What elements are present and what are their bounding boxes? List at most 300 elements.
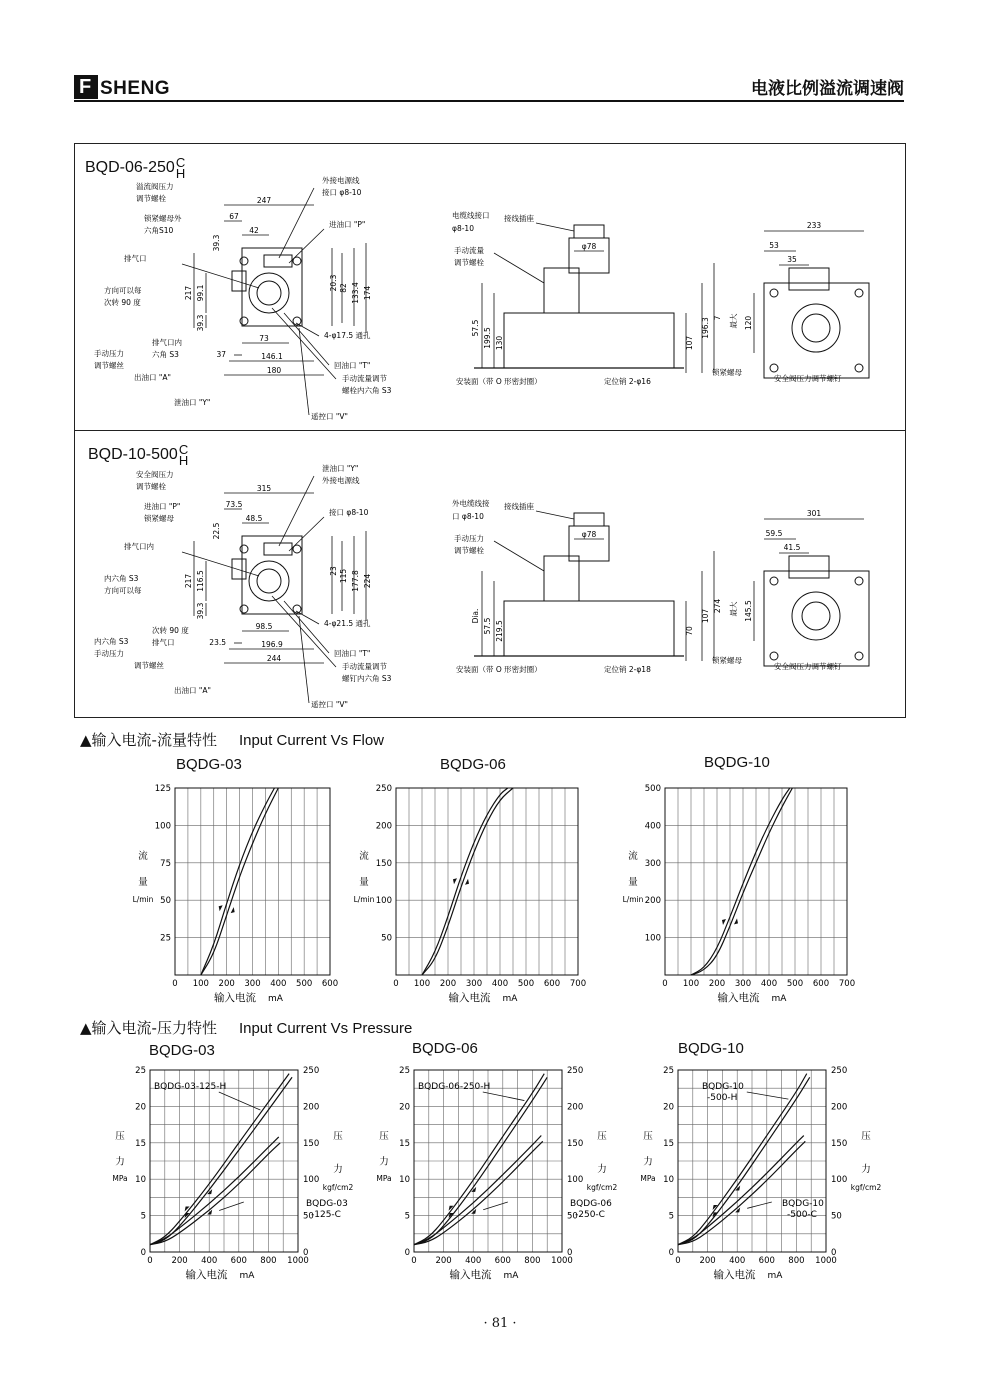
- y-tick-label: 15: [663, 1138, 674, 1149]
- flow-title-cn: ▲输入电流-流量特性: [80, 731, 217, 749]
- top-view-port-inner: [802, 314, 830, 342]
- x-tick-label: 400: [270, 979, 287, 989]
- series-label: -500-H: [707, 1093, 738, 1103]
- side-view-body: [504, 601, 674, 656]
- pressure-chart-title-03: BQDG-03: [149, 1042, 215, 1059]
- label-leader: [747, 1092, 789, 1099]
- y2-tick-label: 50: [567, 1211, 578, 1222]
- x-tick-label: 800: [260, 1256, 277, 1266]
- y-axis-label-char: 流: [628, 851, 638, 863]
- dim-text: 233: [806, 221, 822, 230]
- arrow-up-mark: [231, 907, 235, 913]
- front-view-terminal: [264, 543, 292, 555]
- top-view-solenoid: [789, 268, 829, 290]
- model-10-suffix-c: C: [178, 442, 189, 457]
- series-label: BQDG-10: [782, 1199, 824, 1209]
- y2-tick-label: 150: [567, 1138, 584, 1149]
- callout-label: 接线插座: [504, 214, 534, 223]
- y-tick-label: 500: [644, 784, 661, 794]
- x-tick-label: 400: [465, 1256, 482, 1266]
- y-axis-unit: MPa: [112, 1174, 128, 1184]
- dim-text: 最大: [729, 313, 738, 329]
- brand-name: SHENG: [100, 78, 171, 99]
- pressure-chart-bqdg-06: [370, 1060, 618, 1290]
- model-06-suffix-h: H: [175, 166, 186, 181]
- side-view-solenoid: [544, 556, 579, 601]
- x-axis-label: 输入电流 mA: [717, 992, 787, 1004]
- page-title: 电液比例溢流调速阀: [751, 79, 904, 99]
- label-leader: [219, 1202, 244, 1211]
- y2-axis-unit: kgf/cm2: [586, 1183, 618, 1193]
- callout-label: 调节螺栓: [136, 482, 166, 491]
- dim-text: 23.5: [209, 638, 226, 647]
- label-leader: [483, 1202, 508, 1210]
- x-tick-label: 200: [699, 1256, 716, 1266]
- y-tick-label: 200: [375, 821, 392, 832]
- side-view-connector: [574, 513, 604, 526]
- y-axis-label-char: 量: [138, 877, 148, 889]
- front-view-port-circle: [249, 561, 289, 601]
- leader-line: [182, 264, 259, 288]
- y-tick-label: 0: [404, 1248, 410, 1258]
- series-line: [678, 1136, 804, 1245]
- y-tick-label: 100: [375, 896, 392, 907]
- callout-label: 调节螺栓: [454, 546, 484, 555]
- dim-text: 120: [744, 315, 753, 331]
- callout-label: 出油口 "A": [134, 373, 171, 382]
- y-tick-label: 0: [140, 1248, 146, 1258]
- leader-line: [536, 223, 574, 231]
- y-tick-label: 5: [668, 1211, 674, 1222]
- model-06-name: BQD-06-250: [85, 159, 175, 177]
- x-tick-label: 800: [524, 1256, 541, 1266]
- y-axis-label-char: 流: [138, 851, 148, 863]
- dim-text: 20.3: [329, 274, 338, 292]
- dim-text: 145.5: [744, 600, 753, 622]
- y2-tick-label: 50: [303, 1211, 314, 1222]
- series-label: -250-C: [575, 1210, 605, 1220]
- callout-label: 内六角 S3: [94, 637, 129, 646]
- y2-axis-unit: kgf/cm2: [322, 1183, 354, 1193]
- callout-label: 锁紧螺母: [144, 514, 174, 523]
- y-axis-unit: L/min: [132, 895, 154, 905]
- callout-label: 接口 φ8-10: [322, 188, 362, 197]
- y2-tick-label: 50: [831, 1211, 842, 1222]
- callout-label: 口 φ8-10: [452, 512, 484, 521]
- flow-chart-title-06: BQDG-06: [440, 756, 506, 773]
- x-tick-label: 0: [393, 979, 399, 989]
- x-tick-label: 0: [411, 1256, 417, 1266]
- y2-axis-label-char: 力: [597, 1163, 607, 1175]
- callout-label: 进油口 "P": [329, 220, 366, 229]
- x-axis-label: 输入电流 mA: [185, 1269, 255, 1281]
- callout-label: 接口 φ8-10: [329, 508, 369, 517]
- callout-label: 接线插座: [504, 502, 534, 511]
- x-tick-label: 200: [708, 979, 726, 989]
- y-tick-label: 5: [140, 1211, 146, 1222]
- x-tick-label: 700: [569, 979, 587, 989]
- x-tick-label: 500: [517, 979, 535, 989]
- leader-line: [284, 601, 329, 653]
- bolt-hole: [770, 364, 778, 372]
- label-leader: [747, 1202, 772, 1208]
- x-tick-label: 300: [244, 979, 261, 989]
- y-axis-unit: L/min: [622, 895, 644, 905]
- callout-label: φ8-10: [452, 224, 474, 233]
- callout-label: 溢流阀压力: [136, 182, 174, 191]
- callout-label: 调节螺栓: [136, 194, 166, 203]
- x-tick-label: 400: [729, 1256, 746, 1266]
- flow-section-title: [80, 729, 384, 750]
- dim-text: 107: [685, 335, 694, 351]
- x-tick-label: 600: [494, 1256, 511, 1266]
- bolt-hole: [240, 317, 248, 325]
- y-tick-label: 10: [399, 1175, 410, 1186]
- top-view-port-circle: [792, 592, 840, 640]
- series-label: BQDG-10: [702, 1082, 744, 1092]
- callout-label: 安全阀压力: [136, 470, 174, 479]
- callout-label: 排气口内: [152, 338, 182, 347]
- bolt-hole: [770, 577, 778, 585]
- model-10-suffix-h: H: [178, 453, 189, 468]
- callout-label: 定位销 2-φ16: [604, 377, 651, 386]
- dim-text: 180: [266, 366, 282, 375]
- callout-label: 外接电源线: [322, 476, 360, 485]
- x-tick-label: 600: [758, 1256, 775, 1266]
- header-rule: [74, 100, 904, 102]
- flow-chart-bqdg-10: [610, 778, 855, 1003]
- y2-tick-label: 0: [567, 1248, 573, 1258]
- bolt-hole: [855, 289, 863, 297]
- y-tick-label: 50: [381, 933, 392, 944]
- dim-text: 39.3: [196, 314, 205, 332]
- callout-label: 排气口内: [124, 542, 154, 551]
- dim-text: 98.5: [255, 622, 273, 631]
- callout-label: 锁紧螺母: [712, 368, 742, 377]
- y2-tick-label: 100: [303, 1175, 320, 1186]
- leader-line: [299, 328, 309, 415]
- x-axis-label: 输入电流 mA: [713, 1269, 783, 1281]
- side-view-body: [504, 313, 674, 368]
- dim-text: 53: [769, 241, 779, 250]
- callout-label: 锁紧螺母: [712, 656, 742, 665]
- bolt-hole: [770, 652, 778, 660]
- bolt-hole: [240, 545, 248, 553]
- y-tick-label: 125: [154, 784, 171, 794]
- x-axis-label: 输入电流 mA: [448, 992, 518, 1004]
- bolt-hole: [855, 652, 863, 660]
- callout-label: 安全阀压力调节螺钉: [774, 662, 842, 671]
- y-axis-label-char: 量: [359, 877, 369, 889]
- dim-text: 199.5: [483, 327, 492, 349]
- y-tick-label: 75: [160, 858, 171, 869]
- y-tick-label: 100: [644, 933, 661, 944]
- series-label: BQDG-03: [306, 1199, 348, 1209]
- series-line: [414, 1136, 541, 1245]
- dim-text: 224: [363, 573, 372, 589]
- label-leader: [219, 1092, 261, 1110]
- x-tick-label: 1000: [551, 1256, 573, 1266]
- brand-logo-letter: F: [79, 76, 92, 98]
- top-view-port-inner: [802, 602, 830, 630]
- dim-text: 22.5: [212, 522, 221, 540]
- y2-tick-label: 250: [567, 1066, 584, 1076]
- x-tick-label: 200: [439, 979, 457, 989]
- y-tick-label: 20: [663, 1102, 674, 1113]
- dim-text: 7: [713, 315, 722, 321]
- callout-label: 手动流量调节: [342, 662, 387, 671]
- y-tick-label: 20: [135, 1102, 146, 1113]
- callout-label: 4-φ21.5 通孔: [324, 619, 371, 628]
- y-axis-label-char: 压: [115, 1131, 125, 1143]
- front-view-port-circle: [249, 273, 289, 313]
- top-view-body: [764, 571, 869, 666]
- y2-tick-label: 100: [567, 1175, 584, 1186]
- flow-chart-bqdg-03: [120, 778, 350, 1003]
- callout-label: 泄油口 "Y": [174, 398, 211, 407]
- y2-tick-label: 250: [303, 1066, 320, 1076]
- y2-axis-label-char: 力: [861, 1163, 871, 1175]
- x-axis-label: 输入电流 mA: [449, 1269, 519, 1281]
- series-line: [414, 1141, 543, 1244]
- model-10-name: BQD-10-500: [88, 446, 178, 464]
- y-tick-label: 15: [135, 1138, 146, 1149]
- y-tick-label: 150: [375, 858, 392, 869]
- dim-text: 146.1: [261, 352, 283, 361]
- bolt-hole: [240, 605, 248, 613]
- dim-text: 73.5: [225, 500, 243, 509]
- callout-label: 锁紧螺母外: [144, 214, 182, 223]
- series-line: [678, 1141, 805, 1244]
- front-view-solenoid: [232, 559, 246, 579]
- dim-text: 219.5: [495, 620, 504, 642]
- y-tick-label: 400: [644, 821, 661, 832]
- dim-text: 35: [787, 255, 797, 264]
- front-view-port-inner: [257, 281, 281, 305]
- callout-label: 次转 90 度: [104, 298, 141, 307]
- flow-title-en: Input Current Vs Flow: [238, 732, 385, 749]
- callout-label: 进油口 "P": [144, 502, 181, 511]
- callout-label: 外接电源线: [322, 176, 360, 185]
- y-tick-label: 10: [663, 1175, 674, 1186]
- y2-tick-label: 150: [303, 1138, 320, 1149]
- y-tick-label: 25: [663, 1066, 674, 1076]
- y2-tick-label: 0: [831, 1248, 837, 1258]
- x-tick-label: 0: [675, 1256, 681, 1266]
- callout-label: 电缆线接口: [452, 211, 490, 220]
- x-tick-label: 500: [296, 979, 313, 989]
- y-axis-unit: L/min: [353, 895, 375, 905]
- x-tick-label: 400: [201, 1256, 218, 1266]
- series-label: -125-C: [311, 1210, 341, 1220]
- x-tick-label: 600: [543, 979, 561, 989]
- arrow-down-mark: [219, 905, 223, 911]
- y-tick-label: 25: [399, 1066, 410, 1076]
- front-view-terminal: [264, 255, 292, 267]
- dim-text: 41.5: [783, 543, 801, 552]
- x-axis-label: 输入电流 mA: [214, 992, 283, 1004]
- callout-label: 调节螺栓: [454, 258, 484, 267]
- flow-chart-title-10: BQDG-10: [704, 754, 770, 771]
- callout-label: 次转 90 度: [152, 626, 189, 635]
- series-line: [150, 1143, 280, 1245]
- y2-tick-label: 0: [303, 1248, 309, 1258]
- dim-text: 217: [184, 285, 193, 301]
- callout-label: 螺栓内六角 S3: [342, 386, 392, 395]
- label-leader: [483, 1092, 525, 1101]
- pressure-chart-title-10: BQDG-10: [678, 1040, 744, 1057]
- side-view-connector: [574, 225, 604, 238]
- dim-text: 196.3: [701, 317, 710, 339]
- callout-label: 六角 S3: [152, 350, 179, 359]
- callout-label: 安装面（带 O 形密封圈）: [456, 665, 542, 674]
- leader-line: [536, 511, 574, 519]
- front-view-port-inner: [257, 569, 281, 593]
- dim-text: 57.5: [471, 319, 480, 337]
- dim-text: Dia.: [471, 608, 480, 624]
- dim-text: 42: [249, 226, 259, 235]
- callout-label: 安装面（带 O 形密封圈）: [456, 377, 542, 386]
- y-axis-unit: MPa: [376, 1174, 392, 1184]
- y-axis-label-char: 力: [379, 1156, 389, 1168]
- x-tick-label: 300: [465, 979, 483, 989]
- dim-text: 73: [259, 334, 269, 343]
- series-label: BQDG-06-250-H: [418, 1082, 491, 1092]
- dim-text: 99.1: [196, 284, 205, 302]
- y2-axis-unit: kgf/cm2: [850, 1183, 882, 1193]
- model-06-suffix-c: C: [175, 155, 186, 170]
- pressure-section-title: [80, 1017, 412, 1038]
- callout-label: 安全阀压力调节螺钉: [774, 374, 842, 383]
- y2-tick-label: 200: [303, 1102, 320, 1113]
- y-axis-label-char: 压: [379, 1131, 389, 1143]
- y-tick-label: 5: [404, 1211, 410, 1222]
- dim-text: 82: [339, 283, 348, 293]
- top-view-port-circle: [792, 304, 840, 352]
- dim-text: 177.8: [351, 570, 360, 592]
- arrow-down-mark: [453, 878, 457, 884]
- dim-text: 59.5: [765, 529, 783, 538]
- dim-text: 70: [685, 626, 694, 636]
- bolt-hole: [770, 289, 778, 297]
- x-tick-label: 1000: [287, 1256, 309, 1266]
- dim-text: 39.3: [196, 602, 205, 620]
- y-tick-label: 25: [135, 1066, 146, 1076]
- dim-text: 57.5: [483, 617, 492, 635]
- callout-label: 手动流量: [454, 246, 484, 255]
- callout-label: 遥控口 "V": [311, 700, 348, 709]
- callout-label: 方向可以每: [104, 286, 142, 295]
- arrow-up-mark: [734, 918, 738, 924]
- y-tick-label: 250: [375, 784, 392, 794]
- y-tick-label: 0: [668, 1248, 674, 1258]
- pressure-title-cn: ▲输入电流-压力特性: [80, 1019, 217, 1037]
- pressure-chart-bqdg-03: [106, 1060, 354, 1290]
- dim-text: 247: [256, 196, 272, 205]
- flow-chart-bqdg-06: [348, 778, 593, 1003]
- y2-tick-label: 200: [567, 1102, 584, 1113]
- y-axis-label-char: 压: [643, 1131, 653, 1143]
- x-tick-label: 200: [435, 1256, 452, 1266]
- dim-text: 37: [216, 350, 226, 359]
- y-tick-label: 50: [160, 896, 171, 907]
- pressure-chart-title-06: BQDG-06: [412, 1040, 478, 1057]
- leader-line: [284, 313, 329, 365]
- x-tick-label: 700: [838, 979, 856, 989]
- dim-text: 116.5: [196, 570, 205, 592]
- x-tick-label: 200: [171, 1256, 188, 1266]
- y-axis-label-char: 力: [643, 1156, 653, 1168]
- x-tick-label: 200: [218, 979, 235, 989]
- callout-label: 手动流量调节: [342, 374, 387, 383]
- y-tick-label: 300: [644, 858, 661, 869]
- y-axis-unit: MPa: [640, 1174, 656, 1184]
- callout-label: 4-φ17.5 通孔: [324, 331, 371, 340]
- y2-tick-label: 250: [831, 1066, 848, 1076]
- callout-label: 排气口: [152, 638, 175, 647]
- x-tick-label: 0: [172, 979, 178, 989]
- pressure-title-en: Input Current Vs Pressure: [238, 1020, 413, 1037]
- x-tick-label: 500: [786, 979, 804, 989]
- leader-line: [289, 229, 324, 263]
- y-axis-label-char: 力: [115, 1156, 125, 1168]
- dim-text: 244: [266, 654, 282, 663]
- bolt-hole: [855, 364, 863, 372]
- pressure-chart-bqdg-10: [632, 1060, 882, 1290]
- dim-text: 133.4: [351, 282, 360, 304]
- callout-label: 内六角 S3: [104, 574, 139, 583]
- callout-label: 定位销 2-φ18: [604, 665, 651, 674]
- dim-text: 48.5: [245, 514, 263, 523]
- x-tick-label: 800: [788, 1256, 805, 1266]
- leader-line: [182, 552, 259, 576]
- series-label: BQDG-03-125-H: [154, 1082, 227, 1092]
- y-tick-label: 20: [399, 1102, 410, 1113]
- series-line: [691, 788, 792, 975]
- series-line: [691, 788, 790, 975]
- dim-text: 39.3: [212, 234, 221, 252]
- bolt-hole: [855, 577, 863, 585]
- y-axis-label-char: 流: [359, 851, 369, 863]
- y2-axis-label-char: 压: [861, 1131, 871, 1143]
- callout-label: 出油口 "A": [174, 686, 211, 695]
- callout-label: 手动压力: [94, 349, 124, 358]
- dim-text: φ78: [581, 242, 597, 251]
- top-view-body: [764, 283, 869, 378]
- callout-label: 方向可以每: [104, 586, 142, 595]
- x-tick-label: 0: [662, 979, 668, 989]
- dim-text: 315: [256, 484, 272, 493]
- leader-line: [494, 253, 544, 283]
- y-tick-label: 100: [154, 821, 171, 832]
- y-tick-label: 15: [399, 1138, 410, 1149]
- leader-line: [289, 517, 324, 551]
- y-tick-label: 10: [135, 1175, 146, 1186]
- front-view-solenoid: [232, 271, 246, 291]
- dim-text: 174: [363, 285, 372, 301]
- dim-text: 115: [339, 568, 348, 584]
- x-tick-label: 400: [491, 979, 509, 989]
- dim-text: 130: [495, 335, 504, 351]
- x-tick-label: 0: [147, 1256, 153, 1266]
- drawing-bqd-06: [74, 143, 906, 430]
- dim-text: 274: [713, 598, 722, 614]
- y-axis-label-char: 量: [628, 877, 638, 889]
- y2-tick-label: 150: [831, 1138, 848, 1149]
- callout-label: 六角S10: [144, 226, 174, 235]
- drawing-bqd-10: [74, 431, 906, 718]
- dim-text: 301: [806, 509, 822, 518]
